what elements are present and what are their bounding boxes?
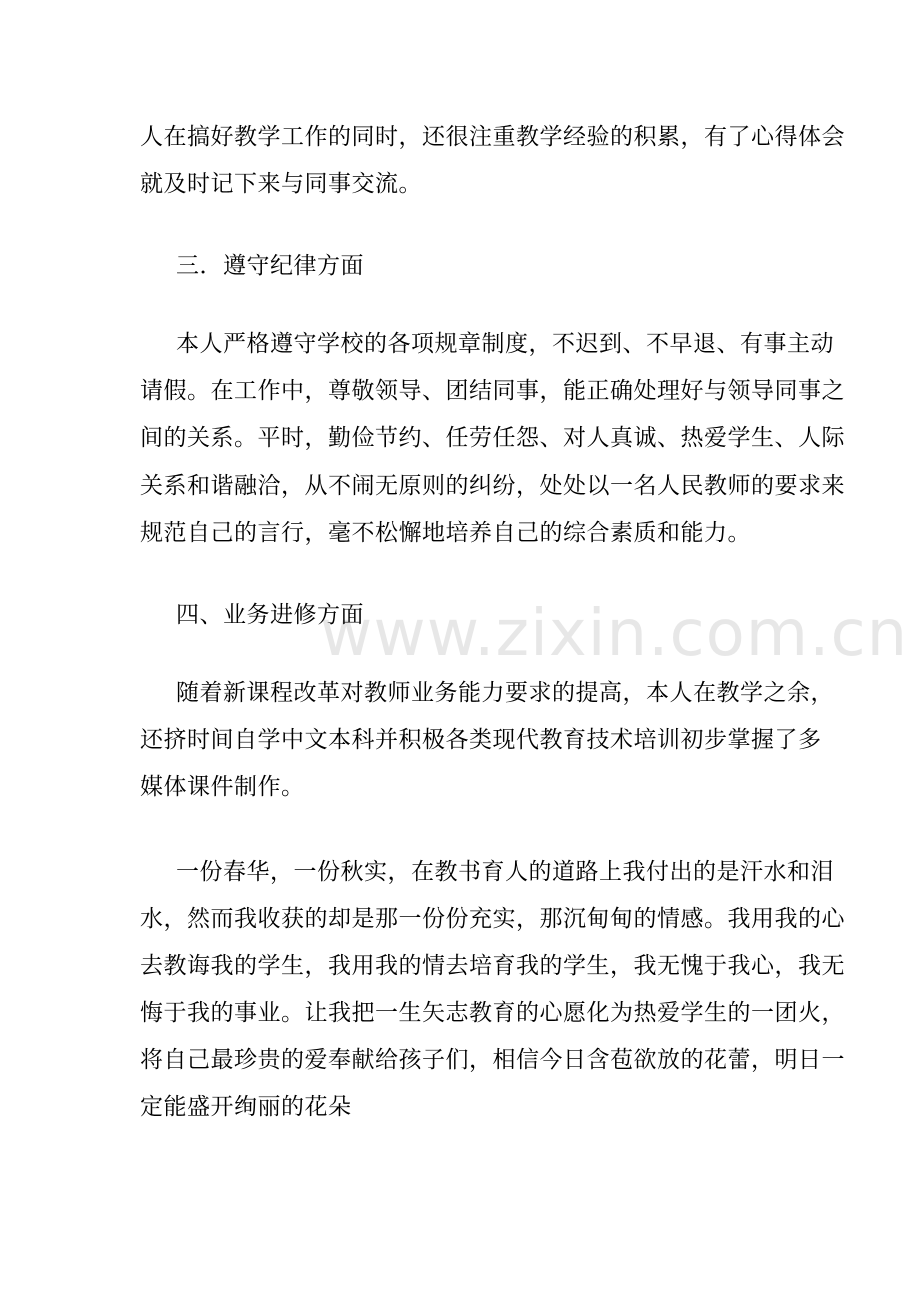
paragraph-line: 请假。在工作中，尊敬领导、团结同事，能正确处理好与领导同事之	[140, 378, 845, 404]
paragraph-line: 规范自己的言行，毫不松懈地培养自己的综合素质和能力。	[140, 520, 751, 546]
paragraph-line: 间的关系。平时，勤俭节约、任劳任怨、对人真诚、热爱学生、人际	[140, 425, 845, 451]
paragraph-line: 一份春华，一份秋实，在教书育人的道路上我付出的是汗水和泪	[176, 859, 834, 885]
paragraph-line: 媒体课件制作。	[140, 774, 305, 800]
paragraph-line: 定能盛开绚丽的花朵	[140, 1094, 352, 1120]
paragraph-line: 就及时记下来与同事交流。	[140, 171, 422, 197]
watermark: www.zixin.com.cn	[320, 597, 909, 671]
section-heading: 四、业务进修方面	[176, 602, 364, 628]
paragraph-line: 去教诲我的学生，我用我的情去培育我的学生，我无愧于我心，我无	[140, 953, 845, 979]
paragraph-line: 关系和谐融洽，从不闹无原则的纠纷，处处以一名人民教师的要求来	[140, 473, 845, 499]
paragraph-line: 随着新课程改革对教师业务能力要求的提高，本人在教学之余，	[176, 680, 834, 706]
paragraph-line: 还挤时间自学中文本科并积极各类现代教育技术培训初步掌握了多	[140, 727, 822, 753]
paragraph-line: 人在搞好教学工作的同时，还很注重教学经验的积累，有了心得体会	[140, 124, 845, 150]
section-heading: 三．遵守纪律方面	[176, 253, 364, 279]
paragraph-line: 悔于我的事业。让我把一生矢志教育的心愿化为热爱学生的一团火，	[140, 1000, 845, 1026]
paragraph-line: 水，然而我收获的却是那一份份充实，那沉甸甸的情感。我用我的心	[140, 906, 845, 932]
paragraph-line: 本人严格遵守学校的各项规章制度，不迟到、不早退、有事主动	[176, 331, 834, 357]
paragraph-line: 将自己最珍贵的爱奉献给孩子们，相信今日含苞欲放的花蕾，明日一	[140, 1047, 845, 1073]
